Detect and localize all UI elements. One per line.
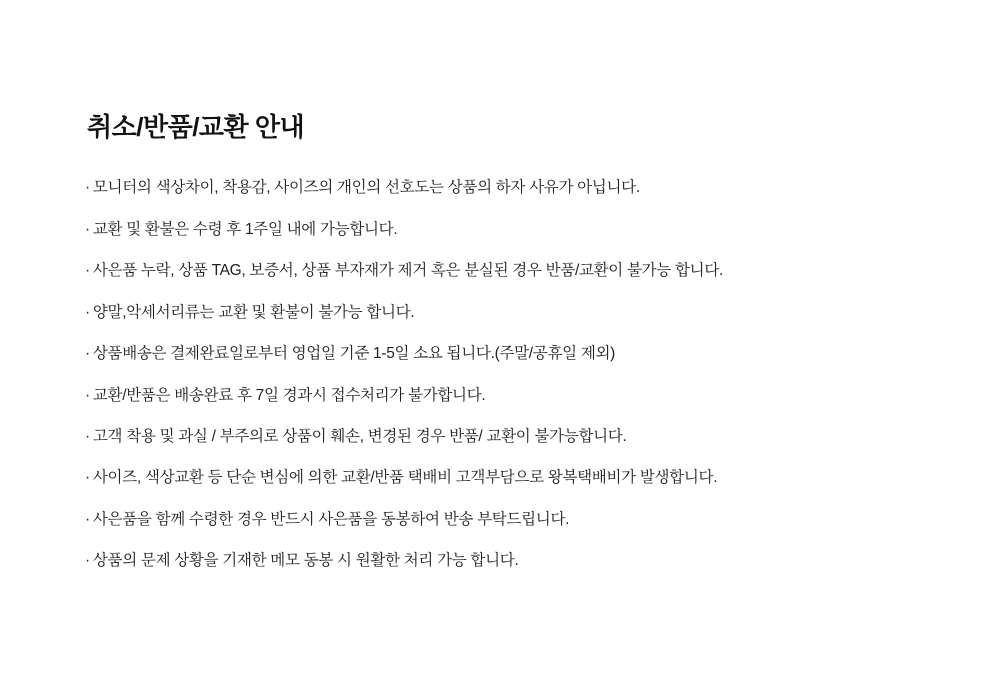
cancel-return-exchange-notice <box>85 112 945 573</box>
list-item <box>85 426 945 448</box>
list-item <box>85 550 945 572</box>
list-item-text: 고객 착용 및 과실 / 부주의로 상품이 훼손, 변경된 경우 반품/ 교환이 불가능합니다. <box>92 428 627 445</box>
list-item-text: 모니터의 색상차이, 착용감, 사이즈의 개인의 선호도는 상품의 하자 사유가 아닙니다. <box>92 179 640 197</box>
list-item-text: 교환/반품은 배송완료 후 7일 경과시 접수처리가 불가합니다. <box>92 386 486 404</box>
bullet-marker: · <box>85 510 90 528</box>
bullet-marker: · <box>85 552 90 570</box>
list-item-text: 교환 및 환불은 수령 후 1주일 내에 가능합니다. <box>92 220 398 238</box>
bullet-marker: · <box>85 220 90 238</box>
bullet-marker: · <box>85 428 90 445</box>
list-item-text: 상품의 문제 상황을 기재한 메모 동봉 시 원활한 처리 가능 합니다. <box>92 552 519 570</box>
bullet-marker: · <box>85 179 90 197</box>
list-item <box>85 385 945 407</box>
list-item-text: 사은품을 함께 수령한 경우 반드시 사은품을 동봉하여 반송 부탁드립니다. <box>92 510 570 528</box>
list-item <box>85 260 945 282</box>
bullet-marker: · <box>85 262 90 280</box>
list-item <box>85 219 945 241</box>
list-item <box>85 509 945 531</box>
list-item <box>85 343 945 365</box>
list-item <box>85 467 945 489</box>
bullet-marker: · <box>85 469 90 487</box>
list-item-text: 사은품 누락, 상품 TAG, 보증서, 상품 부자재가 제거 혹은 분실된 경우 반품/교환이 불가능 합니다. <box>92 262 724 280</box>
list-item <box>85 177 945 199</box>
bullet-marker: · <box>85 345 90 363</box>
page-title: 취소/반품/교환 안내 <box>87 112 305 142</box>
list-item-text: 사이즈, 색상교환 등 단순 변심에 의한 교환/반품 택배비 고객부담으로 왕복택배비가 발생합니다. <box>92 469 718 487</box>
bullet-marker: · <box>85 386 90 404</box>
list-item <box>85 302 945 324</box>
notice-list <box>85 177 945 573</box>
list-item-text: 양말,악세서리류는 교환 및 환불이 불가능 합니다. <box>92 303 415 321</box>
bullet-marker: · <box>85 303 90 321</box>
list-item-text: 상품배송은 결제완료일로부터 영업일 기준 1-5일 소요 됩니다.(주말/공휴일 제외) <box>92 345 616 363</box>
